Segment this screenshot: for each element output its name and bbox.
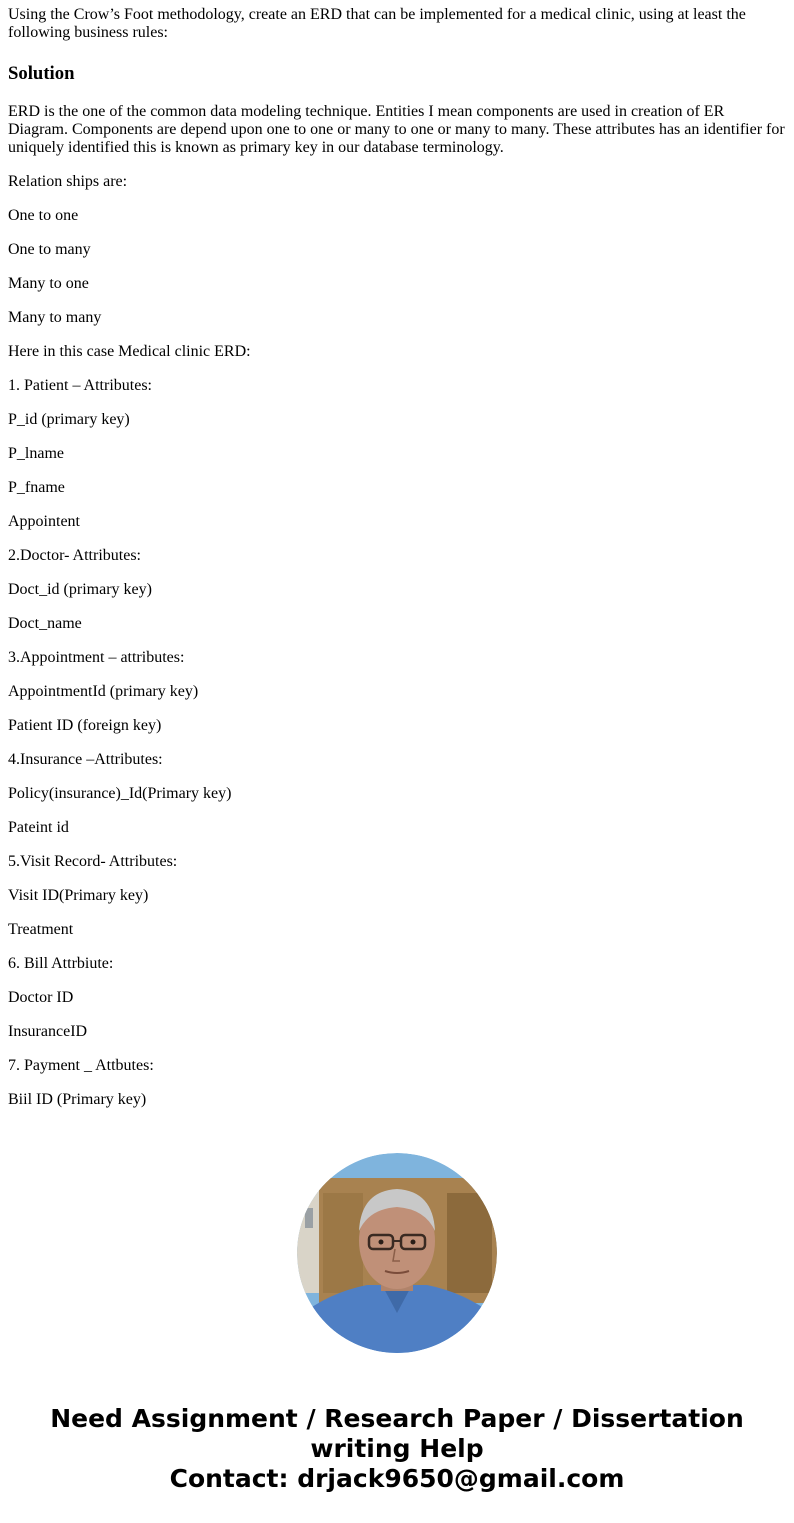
answer-line: Visit ID(Primary key) [8, 887, 149, 904]
answer-line: Pateint id [8, 819, 69, 836]
answer-line: One to one [8, 207, 79, 224]
answer-line: Here in this case Medical clinic ERD: [8, 343, 251, 360]
answer-line: Doct_id (primary key) [8, 581, 152, 598]
answer-line: 6. Bill Attrbiute: [8, 955, 114, 972]
answer-line: One to many [8, 241, 91, 258]
footer-banner [0, 1404, 794, 1494]
answer-line: AppointmentId (primary key) [8, 683, 199, 700]
document-body [8, 6, 788, 1109]
answer-line: Appointent [8, 513, 80, 530]
answer-line: 1. Patient – Attributes: [8, 377, 152, 394]
answer-line: Policy(insurance)_Id(Primary key) [8, 785, 232, 802]
answer-line: Relation ships are: [8, 173, 128, 190]
footer-line-2: writing Help [310, 1434, 484, 1463]
question-text: Using the Crow’s Foot methodology, create an ERD that can be implemented for a medical clinic, using at least the following business rules: [8, 6, 746, 41]
answer-line: Doct_name [8, 615, 82, 632]
answer-line: 7. Payment _ Attbutes: [8, 1057, 154, 1074]
intro-paragraph: ERD is the one of the common data modeling technique. Entities I mean components are used in creation of ER Diagram. Components are depend upon one to one or many to one or many to many. These attributes has an identifier for uniquely identified this is known as primary key in our database terminology. [8, 103, 785, 156]
answer-line: Treatment [8, 921, 74, 938]
answer-line: Patient ID (foreign key) [8, 717, 162, 734]
answer-line: Many to one [8, 275, 89, 292]
answer-line: 3.Appointment – attributes: [8, 649, 185, 666]
footer-line-1: Need Assignment / Research Paper / Dissertation [50, 1404, 744, 1433]
author-photo [297, 1153, 497, 1353]
answer-line: P_lname [8, 445, 64, 462]
solution-heading: Solution [8, 63, 75, 84]
answer-line: 5.Visit Record- Attributes: [8, 853, 178, 870]
answer-line: Biil ID (Primary key) [8, 1091, 147, 1108]
answer-line: P_id (primary key) [8, 411, 130, 428]
answer-lines [8, 173, 788, 1109]
answer-line: 2.Doctor- Attributes: [8, 547, 141, 564]
answer-line: InsuranceID [8, 1023, 88, 1040]
footer-contact: Contact: drjack9650@gmail.com [169, 1464, 625, 1493]
answer-line: P_fname [8, 479, 65, 496]
answer-line: Many to many [8, 309, 102, 326]
answer-line: Doctor ID [8, 989, 74, 1006]
answer-line: 4.Insurance –Attributes: [8, 751, 163, 768]
